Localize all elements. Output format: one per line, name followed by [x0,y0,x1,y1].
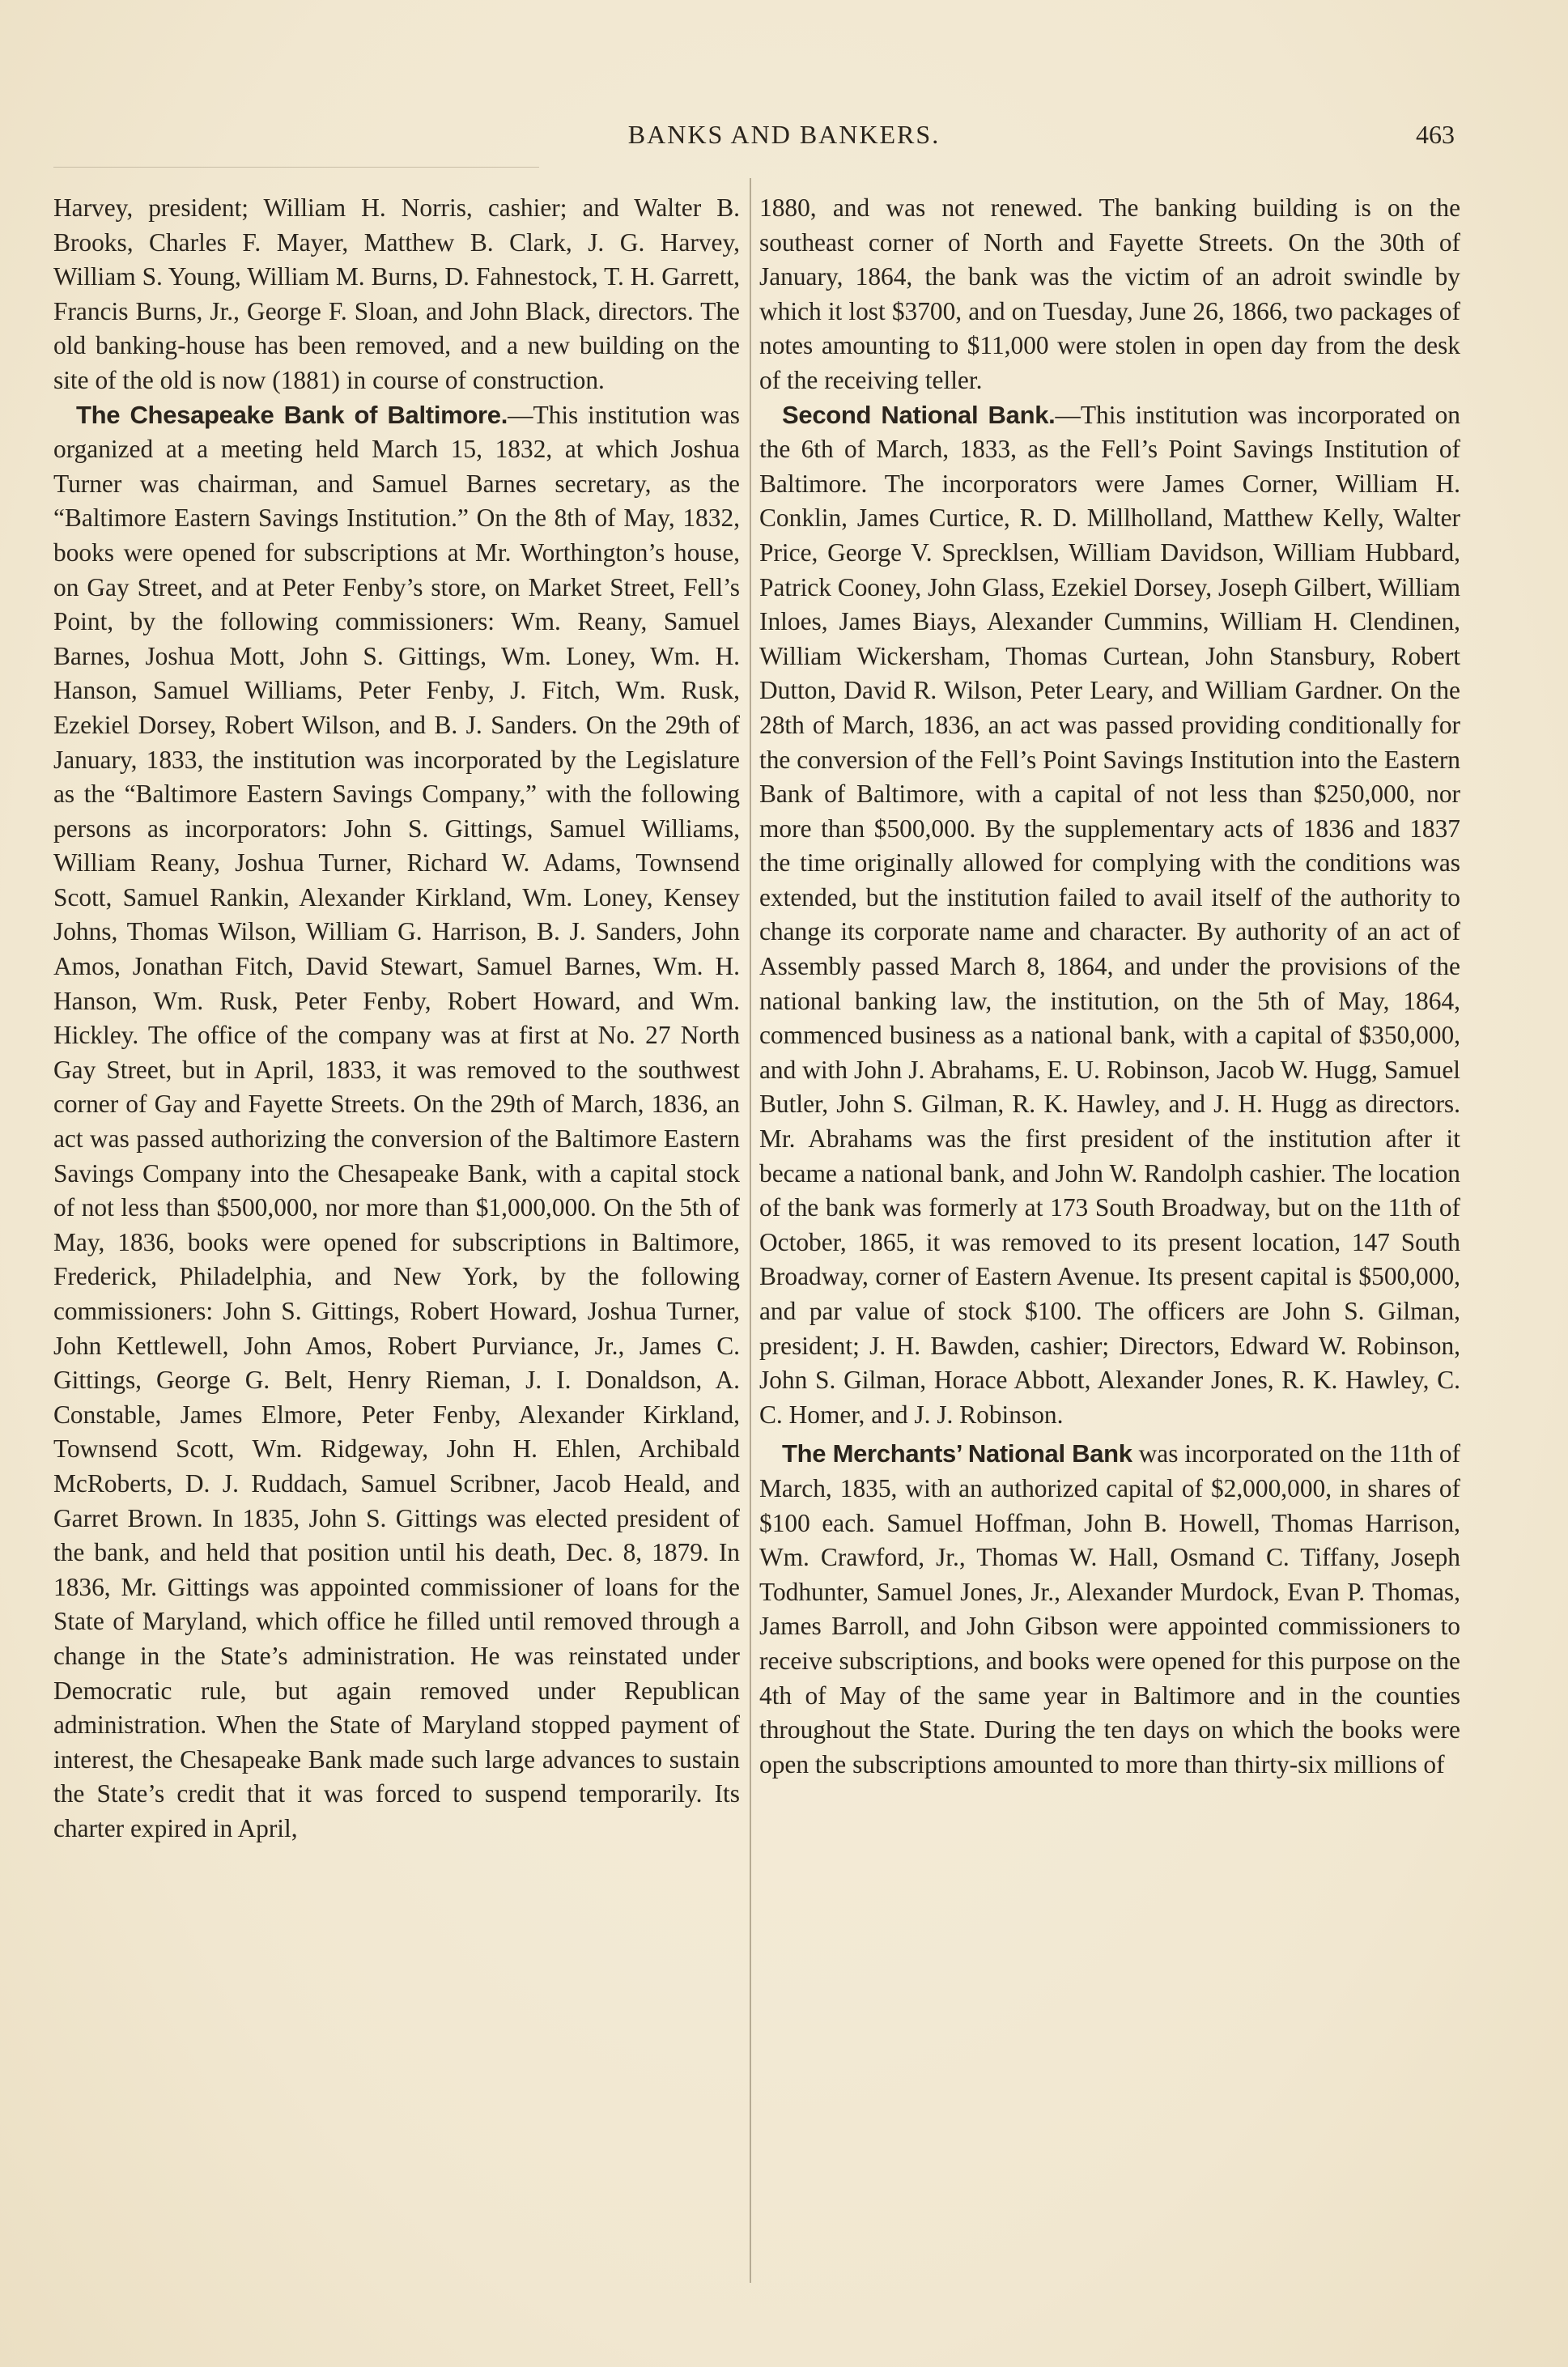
section-text-chesapeake-bank: —This institution was organized at a meeting held March 15, 1832, at which Joshua Turner was chairman, and Samuel Barnes secretary, as the “Baltimore Eastern Savings Institution.” On the 8th of May, 1832, books were opened for subscriptions at Mr. Worthington’s house, on Gay Street, and at Peter Fenby’s store, on Market Street, Fell’s Point, by the following commissioners: Wm. Reany, Samuel Barnes, Joshua Mott, John S. Gittings, Wm. Loney, Wm. H. Hanson, Samuel Williams, Peter Fenby, J. Fitch, Wm. Rusk, Ezekiel Dorsey, Robert Wilson, and B. J. Sanders. On the 29th of January, 1833, the institution was incorporated by the Legislature as the “Baltimore Eastern Savings Company,” with the following persons as incorporators: John S. Gittings, Samuel Williams, William Reany, Joshua Turner, Richard W. Adams, Townsend Scott, Samuel Rankin, Alexander Kirkland, Wm. Loney, Kensey Johns, Thomas Wilson, William G. Harrison, B. J. Sanders, John Amos, Jonathan Fitch, David Stewart, Samuel Barnes, Wm. H. Hanson, Wm. Rusk, Peter Fenby, Robert Howard, and Wm. Hickley. The office of the company was at first at No. 27 North Gay Street, but in April, 1833, it was removed to the southwest corner of Gay and Fayette Streets. On the 29th of March, 1836, an act was passed authorizing the conversion of the Baltimore Eastern Savings Company into the Chesapeake Bank, with a capital stock of not less than $500,000, nor more than $1,000,000. On the 5th of May, 1836, books were opened for subscriptions in Baltimore, Frederick, Philadelphia, and New York, by the following commissioners: John S. Gittings, Robert Howard, Joshua Turner, John Kettlewell, John Amos, Robert Purviance, Jr., James C. Gittings, George G. Belt, Henry Rieman, J. I. Donaldson, A. Constable, James Elmore, Peter Fenby, Alexander Kirkland, Townsend Scott, Wm. Ridgeway, John H. Ehlen, Archibald McRoberts, D. J. Ruddach, Samuel Scribner, Jacob Heald, and Garret Brown. In 1835, John S. Gittings was elected president of the bank, and held that position until his death, Dec. 8, 1879. In 1836, Mr. Gittings was appointed commissioner of loans for the State of Maryland, which office he filled until removed through a change in the State’s administration. He was reinstated under Democratic rule, but again removed under Republican administration. When the State of Maryland stopped payment of interest, the Chesapeake Bank made such large advances to sustain the State’s credit that it was forced to suspend temporarily. Its charter expired in April, [53,400,740,1842]
section-text-second-national-bank: —This institution was incorporated on the 6th of March, 1833, as the Fell’s Point Savings Institution of Baltimore. The incorporators were James Corner, William H. Conklin, James Curtice, R. D. Millholland, Matthew Kelly, Walter Price, George V. Sprecklsen, William Davidson, William Hubbard, Patrick Cooney, John Glass, Ezekiel Dorsey, Joseph Gilbert, William Inloes, James Biays, Alexander Cummins, William H. Clendinen, William Wickersham, Thomas Curtean, John Stansbury, Robert Dutton, David R. Wilson, Peter Leary, and William Gardner. On the 28th of March, 1836, an act was passed providing conditionally for the conversion of the Fell’s Point Savings Institution into the Eastern Bank of Baltimore, with a capital of not less than $250,000, nor more than $500,000. By the supplementary acts of 1836 and 1837 the time originally allowed for complying with the conditions was extended, but the institution failed to avail itself of the authority to change its corporate name and character. By authority of an act of Assembly passed March 8, 1864, and under the provisions of the national banking law, the institution, on the 5th of May, 1864, commenced business as a national bank, with a capital of $350,000, and with John J. Abrahams, E. U. Robinson, Jacob W. Hugg, Samuel Butler, John S. Gilman, R. K. Hawley, and J. H. Hugg as directors. Mr. Abrahams was the first president of the institution after it became a national bank, and John W. Randolph cashier. The location of the bank was formerly at 173 South Broadway, but on the 11th of October, 1865, it was removed to its present location, 147 South Broadway, corner of Eastern Avenue. Its present capital is $500,000, and par value of stock $100. The officers are John S. Gilman, president; J. H. Bawden, cashier; Directors, Edward W. Robinson, John S. Gilman, Horace Abbott, Alexander Jones, R. K. Hawley, C. C. Homer, and J. J. Robinson. [759,400,1460,1429]
paragraph-second-national-bank [759,398,1460,1433]
paragraph-harvey-continuation: Harvey, president; William H. Norris, cashier; and Walter B. Brooks, Charles F. Mayer, Matthew B. Clark, J. G. Harvey, William S. Young, William M. Burns, D. Fahnestock, T. H. Garrett, Francis Burns, Jr., George F. Sloan, and John Black, directors. The old banking-house has been removed, and a new building on the site of the old is now (1881) in course of construction. [53,193,740,394]
section-text-merchants-national-bank: was incorporated on the 11th of March, 1835, with an authorized capital of $2,000,000, in shares of $100 each. Samuel Hoffman, John B. Howell, Thomas Harrison, Wm. Crawford, Jr., Thomas W. Hall, Osmand C. Tiffany, Joseph Todhunter, Samuel Jones, Jr., Alexander Murdock, Evan P. Thomas, James Barroll, and John Gibson were appointed commissioners to receive subscriptions, and books were opened for this purpose on the 4th of May of the same year in Baltimore and in the counties throughout the State. During the ten days on which the books were open the subscriptions amounted to more than thirty-six millions of [759,1439,1461,1778]
running-head [0,113,1568,154]
paragraph-chesapeake-bank [53,398,740,1846]
left-column [53,191,740,2296]
page-title: BANKS AND BANKERS. [627,120,941,149]
section-heading-merchants-national-bank: The Merchants’ National Bank [782,1439,1132,1468]
paragraph-chesapeake-continuation: 1880, and was not renewed. The banking building is on the southeast corner of North and Fayette Streets. On the 30th of January, 1864, the bank was the victim of an adroit swindle by which it lost $3700, and on Tuesday, June 26, 1866, two packages of notes amounting to $11,000 were stolen in open day from the desk of the receiving teller. [759,193,1460,394]
section-heading-chesapeake-bank: The Chesapeake Bank of Baltimore. [76,400,508,429]
header-rule [53,167,539,168]
section-heading-second-national-bank: Second National Bank. [782,400,1056,429]
column-divider [750,178,751,2283]
paragraph-merchants-national-bank [759,1437,1460,1782]
right-column [759,191,1460,2296]
page-number: 463 [1416,120,1455,149]
